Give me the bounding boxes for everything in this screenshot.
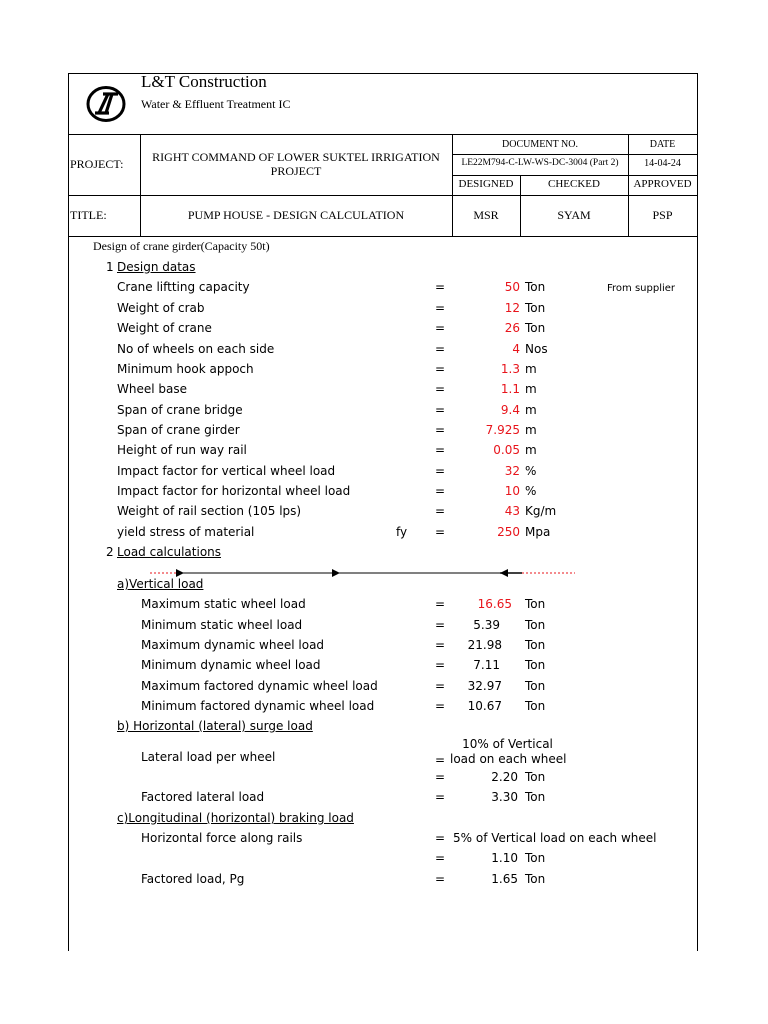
section-2-title: Load calculations — [117, 545, 222, 559]
design-row-label: No of wheels on each side — [117, 342, 275, 356]
doc-no-label: DOCUMENT NO. — [502, 139, 578, 150]
vertical-row-label: Maximum factored dynamic wheel load — [141, 679, 378, 693]
checked-value: SYAM — [557, 208, 591, 222]
design-row-label: Weight of crane — [117, 321, 212, 335]
equals-sign: = — [435, 851, 446, 865]
date-label: DATE — [649, 139, 676, 150]
design-row-unit: Nos — [525, 342, 548, 356]
horizontal-force-note: 5% of Vertical load on each wheel — [453, 831, 657, 845]
design-row-unit: Kg/m — [525, 504, 557, 518]
equals-sign: = — [435, 504, 446, 518]
equals-sign: = — [435, 831, 446, 845]
equals-sign: = — [435, 280, 446, 294]
equals-sign: = — [435, 679, 446, 693]
subsection-c-title: c)Longitudinal (horizontal) braking load — [117, 811, 354, 825]
design-row-label: Crane liftting capacity — [117, 280, 250, 294]
page-left-border — [68, 73, 69, 951]
vertical-row-unit: Ton — [525, 658, 546, 672]
equals-sign: = — [435, 638, 446, 652]
lt-logo — [86, 85, 126, 123]
equals-sign: = — [435, 382, 446, 396]
vertical-row-value: 32.97 — [467, 679, 502, 693]
equals-sign: = — [435, 618, 446, 632]
design-row-value: 43 — [504, 504, 520, 518]
vertical-row-value: 21.98 — [467, 638, 502, 652]
vertical-row-label: Minimum static wheel load — [141, 618, 303, 632]
company-name: L&T Construction — [141, 72, 267, 91]
horizontal-force-value: 1.10 — [491, 851, 518, 865]
checked-label: CHECKED — [548, 178, 600, 190]
header-divider-4 — [68, 195, 697, 196]
equals-sign: = — [435, 403, 446, 417]
project-name: RIGHT COMMAND OF LOWER SUKTEL IRRIGATION PROJECT — [152, 150, 440, 178]
lateral-load-note-1: 10% of Vertical — [462, 737, 553, 751]
design-row-label: Height of run way rail — [117, 443, 247, 457]
vertical-row-unit: Ton — [525, 638, 546, 652]
equals-sign: = — [435, 699, 446, 713]
factored-load-pg-value: 1.65 — [491, 872, 518, 886]
design-row-unit: Mpa — [525, 525, 551, 539]
vertical-row-unit: Ton — [525, 597, 546, 611]
equals-sign: = — [435, 525, 446, 539]
date-value: 14-04-24 — [644, 158, 681, 169]
header-divider-2 — [452, 154, 697, 155]
arrow-line-graphic — [150, 566, 580, 580]
approved-value: PSP — [652, 208, 673, 222]
equals-sign: = — [435, 484, 446, 498]
design-row-unit: % — [525, 484, 537, 498]
title-value: PUMP HOUSE - DESIGN CALCULATION — [187, 208, 405, 222]
division-name: Water & Effluent Treatment IC — [141, 97, 291, 111]
design-row-value: 250 — [497, 525, 520, 539]
equals-sign: = — [435, 872, 446, 886]
equals-sign: = — [435, 423, 446, 437]
vertical-row-unit: Ton — [525, 699, 546, 713]
design-row-unit: % — [525, 464, 537, 478]
design-row-value: 7.925 — [485, 423, 520, 437]
lateral-load-label: Lateral load per wheel — [141, 750, 276, 764]
factored-lateral-label: Factored lateral load — [141, 790, 265, 804]
lateral-load-note-2: load on each wheel — [450, 752, 567, 766]
design-row-value: 26 — [504, 321, 520, 335]
design-row-label: yield stress of material — [117, 525, 255, 539]
design-row-label: Minimum hook appoch — [117, 362, 254, 376]
vertical-row-value: 10.67 — [467, 699, 502, 713]
designed-value: MSR — [473, 208, 499, 222]
equals-sign: = — [435, 770, 446, 784]
vertical-row-label: Minimum dynamic wheel load — [141, 658, 321, 672]
design-row-unit: m — [525, 382, 537, 396]
lateral-load-value: 2.20 — [491, 770, 518, 784]
vertical-row-label: Maximum static wheel load — [141, 597, 306, 611]
design-row-unit: Ton — [525, 280, 546, 294]
equals-sign: = — [435, 443, 446, 457]
subsection-a-title: a)Vertical load — [117, 577, 204, 591]
design-row-label: Wheel base — [117, 382, 187, 396]
design-row-label: Impact factor for horizontal wheel load — [117, 484, 351, 498]
vertical-row-unit: Ton — [525, 679, 546, 693]
vertical-row-value: 7.11 — [473, 658, 500, 672]
equals-sign: = — [435, 301, 446, 315]
equals-sign: = — [435, 597, 446, 611]
equals-sign: = — [435, 658, 446, 672]
design-row-value: 4 — [512, 342, 520, 356]
design-row-label: Span of crane bridge — [117, 403, 243, 417]
section-2-number: 2 — [106, 545, 114, 559]
source-note: From supplier — [607, 283, 676, 294]
design-row-label: Weight of rail section (105 lps) — [117, 504, 302, 518]
header-divider-3 — [452, 175, 697, 176]
design-row-label: Impact factor for vertical wheel load — [117, 464, 336, 478]
lt-logo-icon — [86, 85, 126, 123]
title-label: TITLE: — [70, 208, 107, 222]
section-1-number: 1 — [106, 260, 114, 274]
equals-sign: = — [435, 342, 446, 356]
factored-lateral-value: 3.30 — [491, 790, 518, 804]
design-row-value: 50 — [504, 280, 520, 294]
design-row-unit: Ton — [525, 301, 546, 315]
project-label: PROJECT: — [70, 157, 124, 171]
equals-sign: = — [435, 464, 446, 478]
horizontal-force-label: Horizontal force along rails — [141, 831, 303, 845]
vertical-row-unit: Ton — [525, 618, 546, 632]
fy-symbol: fy — [396, 525, 408, 539]
lateral-load-unit: Ton — [525, 770, 546, 784]
vertical-row-label: Minimum factored dynamic wheel load — [141, 699, 375, 713]
design-row-value: 10 — [504, 484, 520, 498]
design-row-unit: m — [525, 443, 537, 457]
design-row-value: 1.1 — [500, 382, 520, 396]
factored-load-pg-unit: Ton — [525, 872, 546, 886]
design-row-value: 9.4 — [500, 403, 520, 417]
vertical-row-value: 16.65 — [477, 597, 512, 611]
design-row-unit: m — [525, 403, 537, 417]
horizontal-force-unit: Ton — [525, 851, 546, 865]
approved-label: APPROVED — [633, 178, 692, 190]
design-row-value: 0.05 — [493, 443, 520, 457]
vertical-row-label: Maximum dynamic wheel load — [141, 638, 325, 652]
header-bottom-border — [68, 236, 697, 237]
design-row-unit: Ton — [525, 321, 546, 335]
doc-no-value: LE22M794-C-LW-WS-DC-3004 (Part 2) — [461, 158, 619, 168]
design-row-value: 32 — [504, 464, 520, 478]
design-row-unit: m — [525, 362, 537, 376]
section-1-title: Design datas — [117, 260, 196, 274]
factored-lateral-unit: Ton — [525, 790, 546, 804]
section-heading: Design of crane girder(Capacity 50t) — [93, 239, 270, 253]
header-divider-1 — [68, 134, 697, 135]
equals-sign: = — [435, 790, 446, 804]
factored-load-pg-label: Factored load, Pg — [141, 872, 245, 886]
equals-sign: = — [435, 321, 446, 335]
designed-label: DESIGNED — [458, 178, 514, 190]
design-row-value: 1.3 — [500, 362, 520, 376]
design-row-value: 12 — [504, 301, 520, 315]
design-row-unit: m — [525, 423, 537, 437]
vertical-row-value: 5.39 — [473, 618, 500, 632]
page-right-border — [697, 73, 698, 951]
header-col-1 — [140, 134, 141, 236]
equals-sign: = — [435, 753, 446, 767]
subsection-b-title: b) Horizontal (lateral) surge load — [117, 719, 313, 733]
design-row-label: Span of crane girder — [117, 423, 240, 437]
design-row-label: Weight of crab — [117, 301, 205, 315]
equals-sign: = — [435, 362, 446, 376]
